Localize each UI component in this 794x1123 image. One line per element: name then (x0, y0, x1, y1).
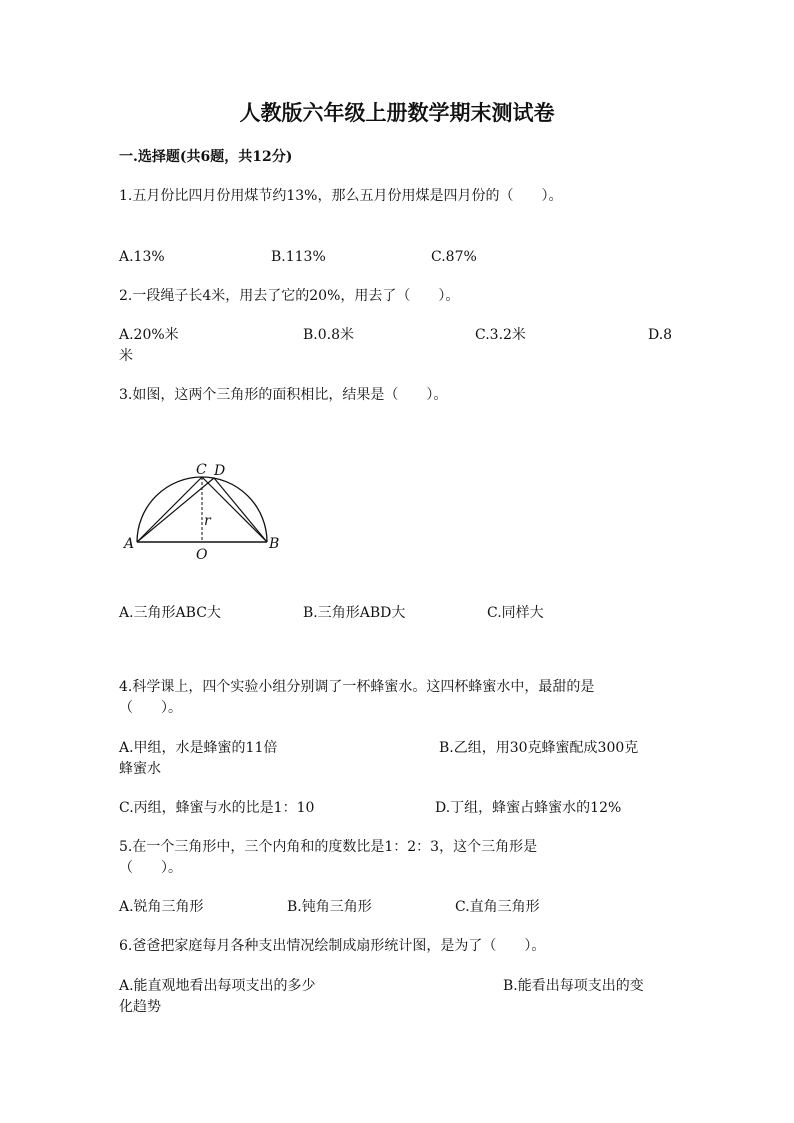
question-6-option-b-cont: 化趋势 (119, 999, 161, 1015)
question-3-option-c: C.同样大 (487, 605, 544, 621)
question-2-option-d-unit: 米 (119, 348, 133, 364)
question-4-option-b: B.乙组，用30克蜂蜜配成300克 (439, 740, 639, 756)
segment-cb (202, 477, 267, 542)
label-o: O (196, 547, 208, 563)
question-4-option-b-cont: 蜂蜜水 (119, 761, 161, 777)
question-3-option-a: A.三角形ABC大 (119, 605, 221, 621)
segment-ac (137, 477, 202, 542)
question-2-option-b: B.0.8米 (303, 327, 355, 343)
question-4-option-a: A.甲组，水是蜂蜜的11倍 (119, 740, 278, 756)
question-2-stem: 2.一段绳子长4米，用去了它的20%，用去了（ ）。 (119, 288, 460, 304)
label-r: r (204, 513, 211, 529)
question-1-option-b: B.113% (271, 249, 326, 265)
question-6-option-a: A.能直观地看出每项支出的多少 (119, 978, 316, 994)
question-5-option-b: B.钝角三角形 (287, 899, 372, 915)
section-heading: 一.选择题(共6题，共12分) (119, 149, 293, 165)
question-6-stem: 6.爸爸把家庭每月各种支出情况绘制成扇形统计图，是为了（ ）。 (119, 938, 546, 954)
semicircle-figure (112, 455, 292, 565)
label-a: A (124, 536, 135, 552)
page-title: 人教版六年级上册数学期末测试卷 (239, 100, 555, 125)
question-4-stem: 4.科学课上，四个实验小组分别调了一杯蜂蜜水。这四杯蜂蜜水中，最甜的是 (119, 679, 595, 695)
question-3-option-b: B.三角形ABD大 (303, 605, 406, 621)
question-3-stem: 3.如图，这两个三角形的面积相比，结果是（ ）。 (119, 387, 448, 403)
label-c: C (196, 462, 207, 478)
question-4-option-d: D.丁组，蜂蜜占蜂蜜水的12% (435, 800, 622, 816)
question-2-option-c: C.3.2米 (475, 327, 526, 343)
label-b: B (269, 536, 280, 552)
question-5-option-c: C.直角三角形 (455, 899, 540, 915)
question-2-option-d: D.8 (648, 327, 673, 343)
question-4-stem-cont: （ ）。 (119, 700, 182, 716)
question-5-option-a: A.锐角三角形 (119, 899, 204, 915)
question-2-option-a: A.20%米 (119, 327, 179, 343)
question-5-stem-cont: （ ）。 (119, 860, 182, 876)
question-1-option-c: C.87% (431, 249, 477, 265)
label-d: D (214, 463, 226, 479)
question-6-option-b: B.能看出每项支出的变 (503, 978, 644, 994)
question-1-option-a: A.13% (119, 249, 165, 265)
question-4-option-c: C.丙组，蜂蜜与水的比是1：10 (119, 800, 315, 816)
question-5-stem: 5.在一个三角形中，三个内角和的度数比是1：2：3，这个三角形是 (119, 839, 538, 855)
question-1-stem: 1.五月份比四月份用煤节约13%，那么五月份用煤是四月份的（ ）。 (119, 188, 563, 204)
